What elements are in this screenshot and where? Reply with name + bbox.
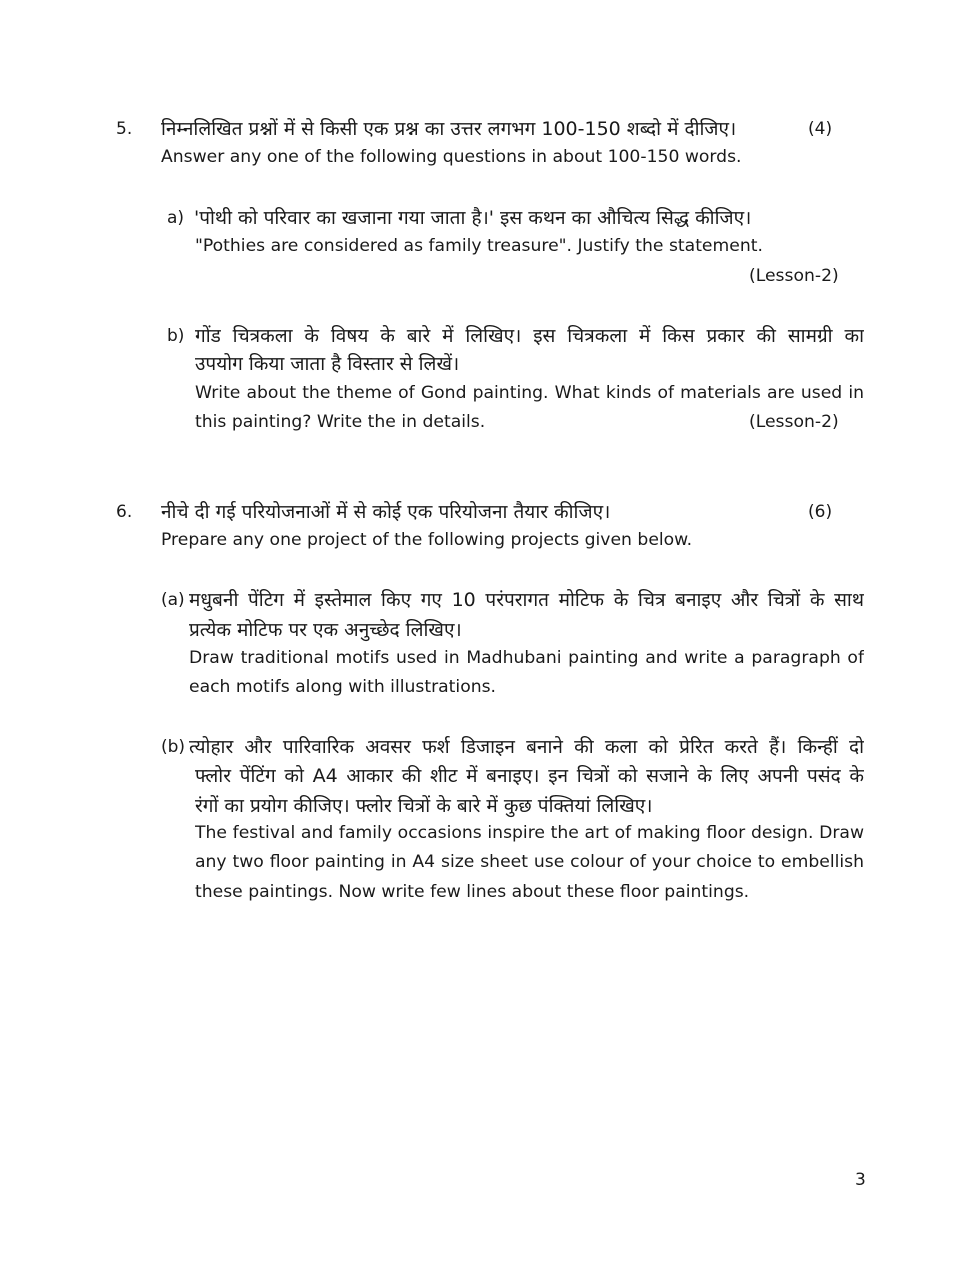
- question-6-hindi: नीचे दी गई परियोजनाओं में से कोई एक परियोजना तैयार कीजिए।: [161, 501, 611, 523]
- question-6-english: Prepare any one project of the following projects given below.: [161, 530, 693, 550]
- question-5b-hindi-line2: उपयोग किया जाता है विस्तार से लिखें।: [195, 353, 460, 375]
- question-6b-english-line2: any two floor painting in A4 size sheet use colour of your choice to embellish: [195, 852, 864, 872]
- question-5b-label: b): [167, 326, 185, 346]
- question-5-marks: (4): [808, 119, 833, 139]
- question-5b-english-line1: Write about the theme of Gond painting. What kinds of materials are used in: [195, 383, 864, 403]
- question-5b-hindi-line1: गोंड चित्रकला के विषय के बारे में लिखिए। इस चित्रकला में किस प्रकार की सामग्री का: [195, 325, 864, 347]
- question-6b-english-line1: The festival and family occasions inspire the art of making floor design. Draw: [195, 823, 864, 843]
- question-6b-hindi-line3: रंगों का प्रयोग कीजिए। फ्लोर चित्रों के बारे में कुछ पंक्तियां लिखिए।: [195, 795, 653, 817]
- question-5a-english: "Pothies are considered as family treasure". Justify the statement.: [195, 236, 763, 256]
- question-6a-english-line2: each motifs along with illustrations.: [189, 677, 497, 697]
- question-5b-lesson: (Lesson-2): [749, 412, 839, 432]
- page-number: 3: [855, 1170, 866, 1190]
- question-6-number: 6.: [116, 502, 133, 522]
- question-5a-label: a): [167, 208, 185, 228]
- question-6a-label: (a): [161, 590, 185, 610]
- question-6b-english-line3: these paintings. Now write few lines about these floor paintings.: [195, 882, 750, 902]
- question-5a-hindi: 'पोथी को परिवार का खजाना गया जाता है।' इस कथन का औचित्य सिद्ध कीजिए।: [194, 207, 752, 229]
- question-6b-hindi-line1: त्योहार और पारिवारिक अवसर फर्श डिजाइन बनाने की कला को प्रेरित करते हैं। किन्हीं दो: [189, 736, 864, 758]
- question-5-number: 5.: [116, 119, 133, 139]
- question-5b-english-line2: this painting? Write the in details.: [195, 412, 486, 432]
- question-6b-label: (b): [161, 737, 186, 757]
- question-6a-english-line1: Draw traditional motifs used in Madhubani painting and write a paragraph of: [189, 648, 864, 668]
- question-5a-lesson: (Lesson-2): [749, 266, 839, 286]
- question-6b-hindi-line2: फ्लोर पेंटिंग को A4 आकार की शीट में बनाइए। इन चित्रों को सजाने के लिए अपनी पसंद के: [195, 765, 864, 787]
- question-6a-hindi-line2: प्रत्येक मोटिफ पर एक अनुच्छेद लिखिए।: [189, 619, 462, 641]
- question-5-english: Answer any one of the following questions in about 100-150 words.: [161, 147, 742, 167]
- question-6a-hindi-line1: मधुबनी पेंटिग में इस्तेमाल किए गए 10 परंपरागत मोटिफ के चित्र बनाइए और चित्रों के साथ: [189, 589, 864, 611]
- question-6-marks: (6): [808, 502, 833, 522]
- question-5-hindi: निम्नलिखित प्रश्नों में से किसी एक प्रश्न का उत्तर लगभग 100-150 शब्दो में दीजिए।: [161, 118, 737, 140]
